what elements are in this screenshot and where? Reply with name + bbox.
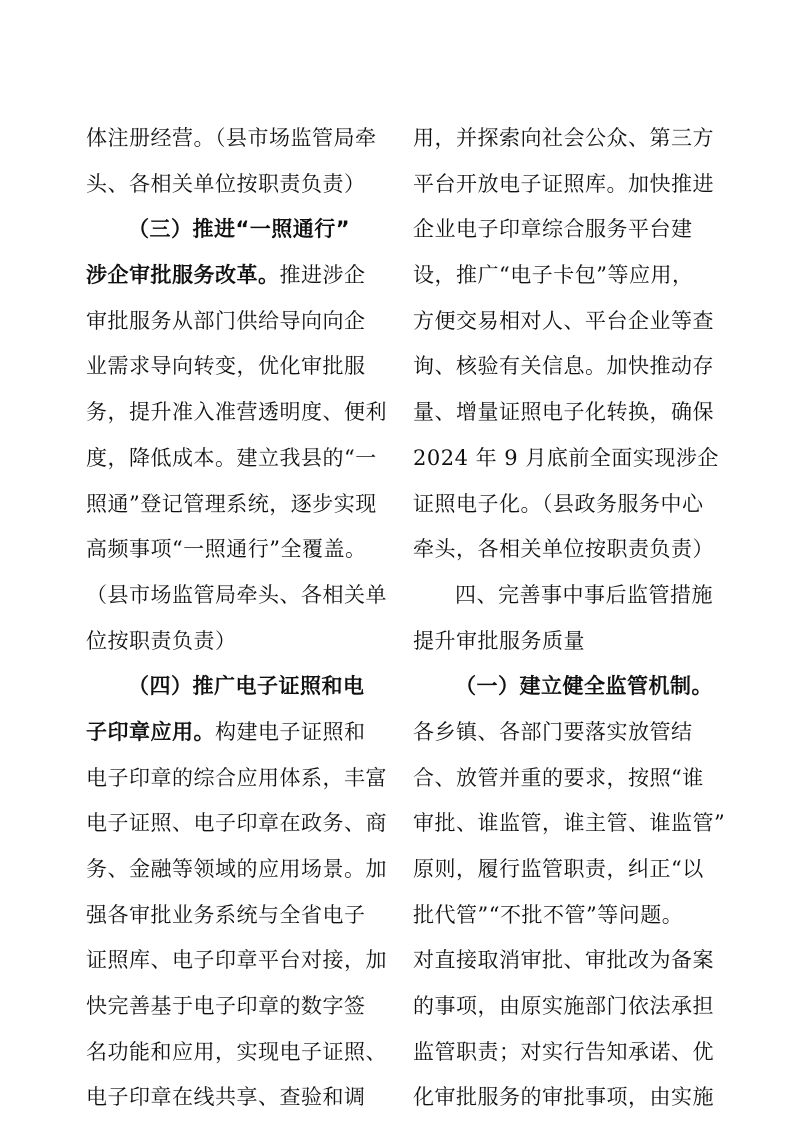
- text-line: 体注册经营。（县市场监管局牵: [86, 126, 377, 150]
- section-heading-3-cont: 涉企审批服务改革。: [86, 263, 280, 288]
- chapter-heading-cont: 提升审批服务质量: [413, 628, 585, 653]
- text-line: 快完善基于电子印章的数字签: [86, 994, 366, 1019]
- right-column: [413, 116, 725, 1121]
- section-heading-1: （一）建立健全监管机制。: [455, 674, 713, 699]
- text-line: 名功能和应用，实现电子证照、: [86, 1039, 387, 1064]
- text-line: （县市场监管局牵头、各相关单: [86, 582, 387, 607]
- text-line: 询、核验有关信息。加快推动存: [413, 354, 714, 379]
- text-line: 量、增量证照电子化转换，确保: [413, 400, 714, 425]
- text-span: 构建电子证照和: [215, 719, 366, 744]
- section-heading-4: （四）推广电子证照和电: [128, 674, 365, 699]
- text-line: 头、各相关单位按职责负责）: [86, 171, 366, 196]
- text-line: 设，推广“电子卡包”等应用，: [413, 263, 694, 288]
- text-line: 电子印章的综合应用体系，丰富: [86, 765, 387, 790]
- text-line: 审批、谁监管，谁主管、谁监管”: [413, 811, 726, 836]
- left-column: [86, 116, 387, 1121]
- text-line: 强各审批业务系统与全省电子: [86, 902, 366, 927]
- text-line: 照通”登记管理系统，逐步实现: [86, 491, 377, 516]
- text-line: 务、金融等领域的应用场景。加: [86, 857, 387, 881]
- text-line: 审批服务从部门供给导向向企: [86, 308, 366, 333]
- section-heading-4-cont: 子印章应用。: [86, 719, 215, 744]
- section-heading-3: （三）推进“一照通行”: [128, 217, 351, 242]
- text-line: 的事项，由原实施部门依法承担: [413, 994, 714, 1019]
- text-line: 电子印章在线共享、查验和调: [86, 1085, 366, 1110]
- text-line: 监管职责；对实行告知承诺、优: [413, 1039, 714, 1064]
- text-line: 平台开放电子证照库。加快推进: [413, 171, 714, 196]
- text-line: 化审批服务的审批事项，由实施: [413, 1085, 714, 1110]
- text-line: 批代管”“不批不管”等问题。: [413, 902, 684, 927]
- text-line: [86, 710, 387, 756]
- text-line: 务，提升准入准营透明度、便利: [86, 400, 387, 425]
- text-line: 高频事项“一照通行”全覆盖。: [86, 537, 367, 562]
- text-line: 位按职责负责）: [86, 628, 237, 653]
- text-line: 原则，履行监管职责，纠正“以: [413, 857, 704, 881]
- text-line: 方便交易相对人、平台企业等查: [413, 308, 714, 333]
- text-line: 2024 年 9 月底前全面实现涉企: [413, 445, 719, 470]
- text-line: 度，降低成本。建立我县的“一: [86, 445, 377, 470]
- text-line: 电子证照、电子印章在政务、商: [86, 811, 387, 836]
- text-line: 各乡镇、各部门要落实放管结: [413, 719, 693, 744]
- text-line: 对直接取消审批、审批改为备案: [413, 948, 714, 973]
- text-line: 合、放管并重的要求，按照“谁: [413, 765, 704, 790]
- text-line: 证照电子化。（县政务服务中心: [413, 491, 704, 516]
- text-line: 证照库、电子印章平台对接，加: [86, 948, 387, 973]
- text-line: 业需求导向转变，优化审批服: [86, 354, 366, 379]
- text-span: 推进涉企: [279, 263, 366, 288]
- text-line: 企业电子印章综合服务平台建: [413, 217, 693, 242]
- text-line: 用，并探索向社会公众、第三方: [413, 126, 714, 150]
- text-line: 牵头，各相关单位按职责负责）: [413, 537, 714, 562]
- text-line: [86, 253, 387, 299]
- chapter-heading: 四、完善事中事后监管措施: [455, 582, 713, 607]
